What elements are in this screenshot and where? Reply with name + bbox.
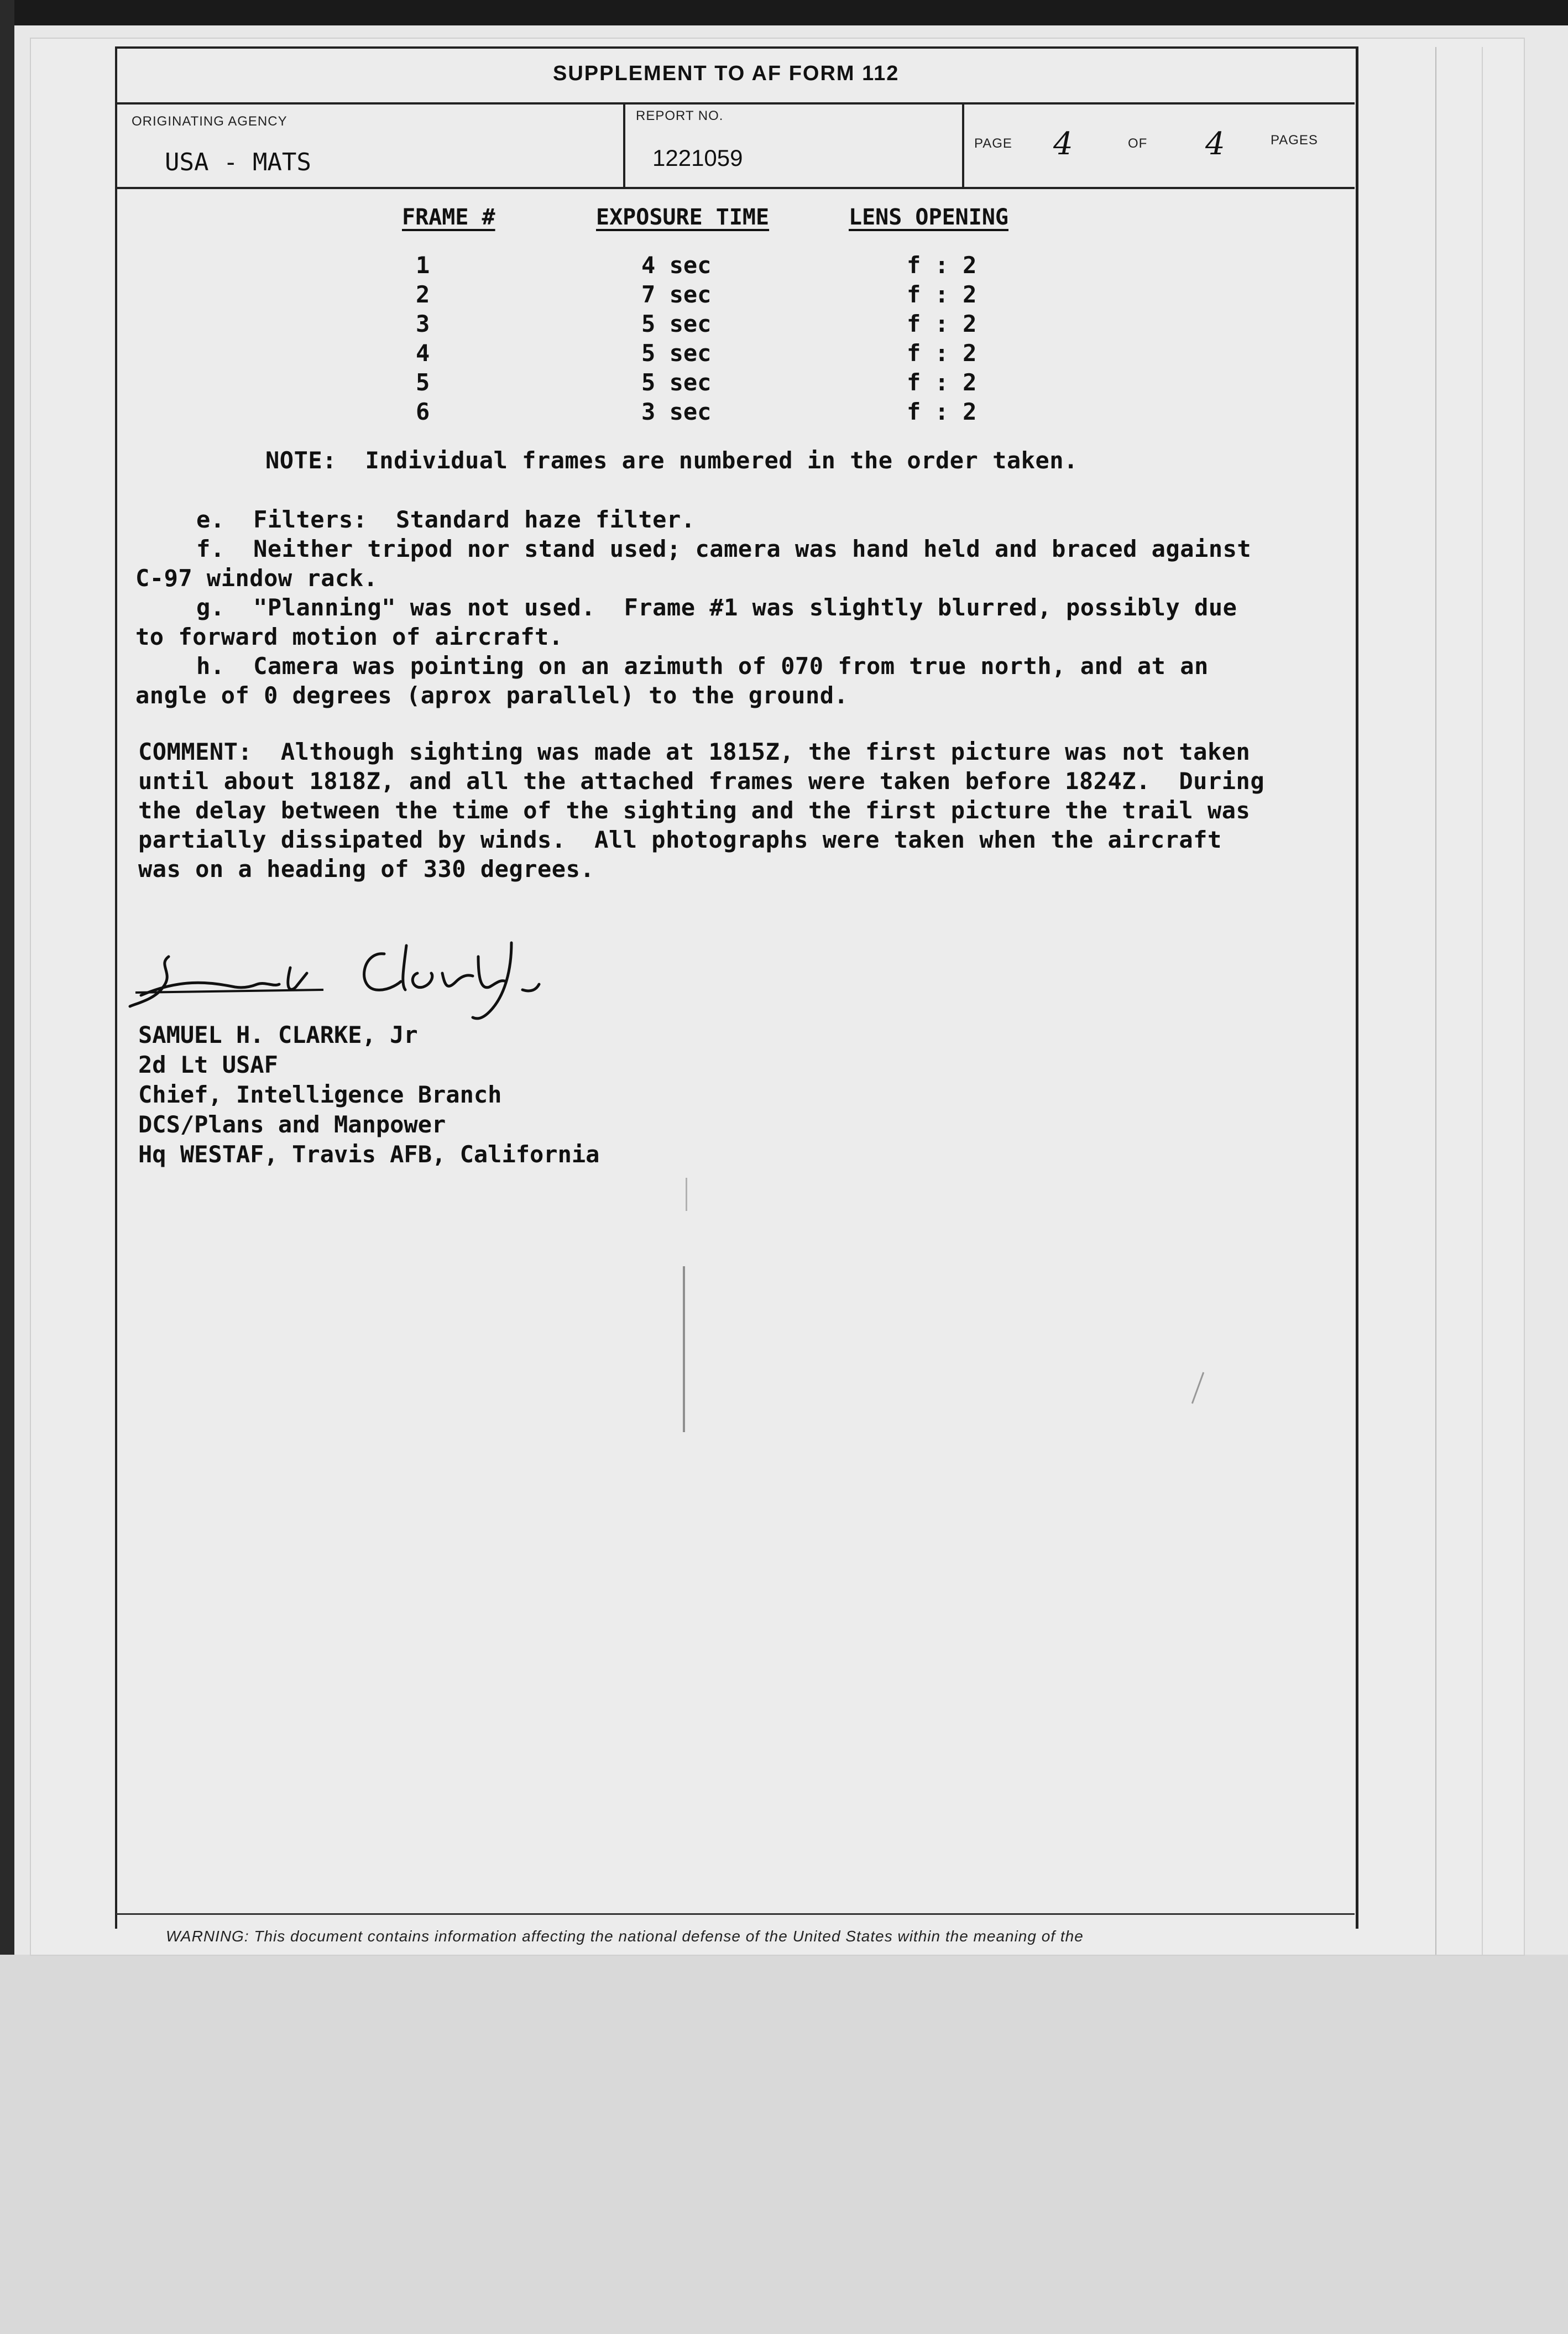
column-header-lens: LENS OPENING (849, 205, 1008, 230)
comment-line: until about 1818Z, and all the attached frames were taken before 1824Z. During (138, 767, 1265, 795)
warning-footer: WARNING: This document contains information affecting the national defense of the United States within the meaning of the (166, 1928, 1084, 1945)
table-cell-frame: 1 (416, 252, 430, 279)
comment-line: was on a heading of 330 degrees. (138, 855, 595, 883)
item-line: to forward motion of aircraft. (135, 623, 563, 650)
table-cell-exposure: 7 sec (641, 281, 712, 308)
originating-agency-value: USA - MATS (165, 148, 311, 176)
report-no-value: 1221059 (652, 145, 743, 171)
of-label: OF (1128, 136, 1148, 151)
header-divider (962, 102, 964, 188)
column-header-exposure: EXPOSURE TIME (596, 205, 770, 230)
table-cell-exposure: 5 sec (641, 369, 712, 396)
table-cell-exposure: 5 sec (641, 340, 712, 367)
page-number-value: 4 (1053, 126, 1073, 162)
scan-background (0, 1955, 1568, 2334)
signer-division: DCS/Plans and Manpower (138, 1111, 446, 1138)
header-rule-top (116, 102, 1355, 105)
table-cell-lens: f : 2 (907, 252, 977, 279)
item-line: C-97 window rack. (135, 565, 378, 592)
column-header-frame: FRAME # (402, 205, 495, 230)
comment-line: COMMENT: Although sighting was made at 1815Z, the first picture was not taken (138, 738, 1251, 765)
comment-line: partially dissipated by winds. All photographs were taken when the aircraft (138, 826, 1222, 853)
form-bottom-rule (116, 1913, 1355, 1915)
signer-rank: 2d Lt USAF (138, 1051, 278, 1078)
signature-block (138, 1020, 599, 1169)
table-cell-lens: f : 2 (907, 340, 977, 367)
table-cell-exposure: 4 sec (641, 252, 712, 279)
item-line: h. Camera was pointing on an azimuth of 070 from true north, and at an (196, 652, 1209, 680)
table-cell-frame: 2 (416, 281, 430, 308)
total-pages-value: 4 (1205, 126, 1225, 162)
signer-title: Chief, Intelligence Branch (138, 1081, 502, 1108)
table-cell-lens: f : 2 (907, 310, 977, 337)
table-cell-frame: 6 (416, 398, 430, 425)
table-cell-exposure: 3 sec (641, 398, 712, 425)
table-cell-frame: 3 (416, 310, 430, 337)
table-cell-lens: f : 2 (907, 398, 977, 425)
table-cell-exposure: 5 sec (641, 310, 712, 337)
page-edge-line (1435, 47, 1436, 1955)
signer-name: SAMUEL H. CLARKE, Jr (138, 1021, 418, 1048)
originating-agency-label: ORIGINATING AGENCY (132, 114, 288, 129)
signer-location: Hq WESTAF, Travis AFB, California (138, 1141, 600, 1168)
table-cell-frame: 4 (416, 340, 430, 367)
report-no-label: REPORT NO. (636, 108, 724, 123)
pages-label: PAGES (1271, 133, 1318, 148)
scan-artifact (686, 1178, 687, 1211)
form-title: SUPPLEMENT TO AF FORM 112 (553, 62, 900, 85)
header-divider (623, 102, 625, 188)
item-line: e. Filters: Standard haze filter. (196, 506, 696, 533)
handwritten-signature (124, 934, 578, 1028)
table-cell-frame: 5 (416, 369, 430, 396)
scanner-border-top (0, 0, 1568, 25)
table-cell-lens: f : 2 (907, 281, 977, 308)
page-label: PAGE (974, 136, 1012, 151)
item-line: angle of 0 degrees (aprox parallel) to the ground. (135, 682, 849, 709)
comment-line: the delay between the time of the sighting and the first picture the trail was (138, 797, 1251, 824)
page-edge-line (1482, 47, 1483, 1955)
table-cell-lens: f : 2 (907, 369, 977, 396)
item-line: g. "Planning" was not used. Frame #1 was slightly blurred, possibly due (196, 594, 1237, 621)
scan-artifact (683, 1266, 685, 1432)
header-rule-bottom (116, 187, 1355, 189)
note-text: NOTE: Individual frames are numbered in the order taken. (265, 447, 1078, 474)
item-line: f. Neither tripod nor stand used; camera was hand held and braced against (196, 535, 1252, 562)
scanner-border-left (0, 0, 14, 1955)
